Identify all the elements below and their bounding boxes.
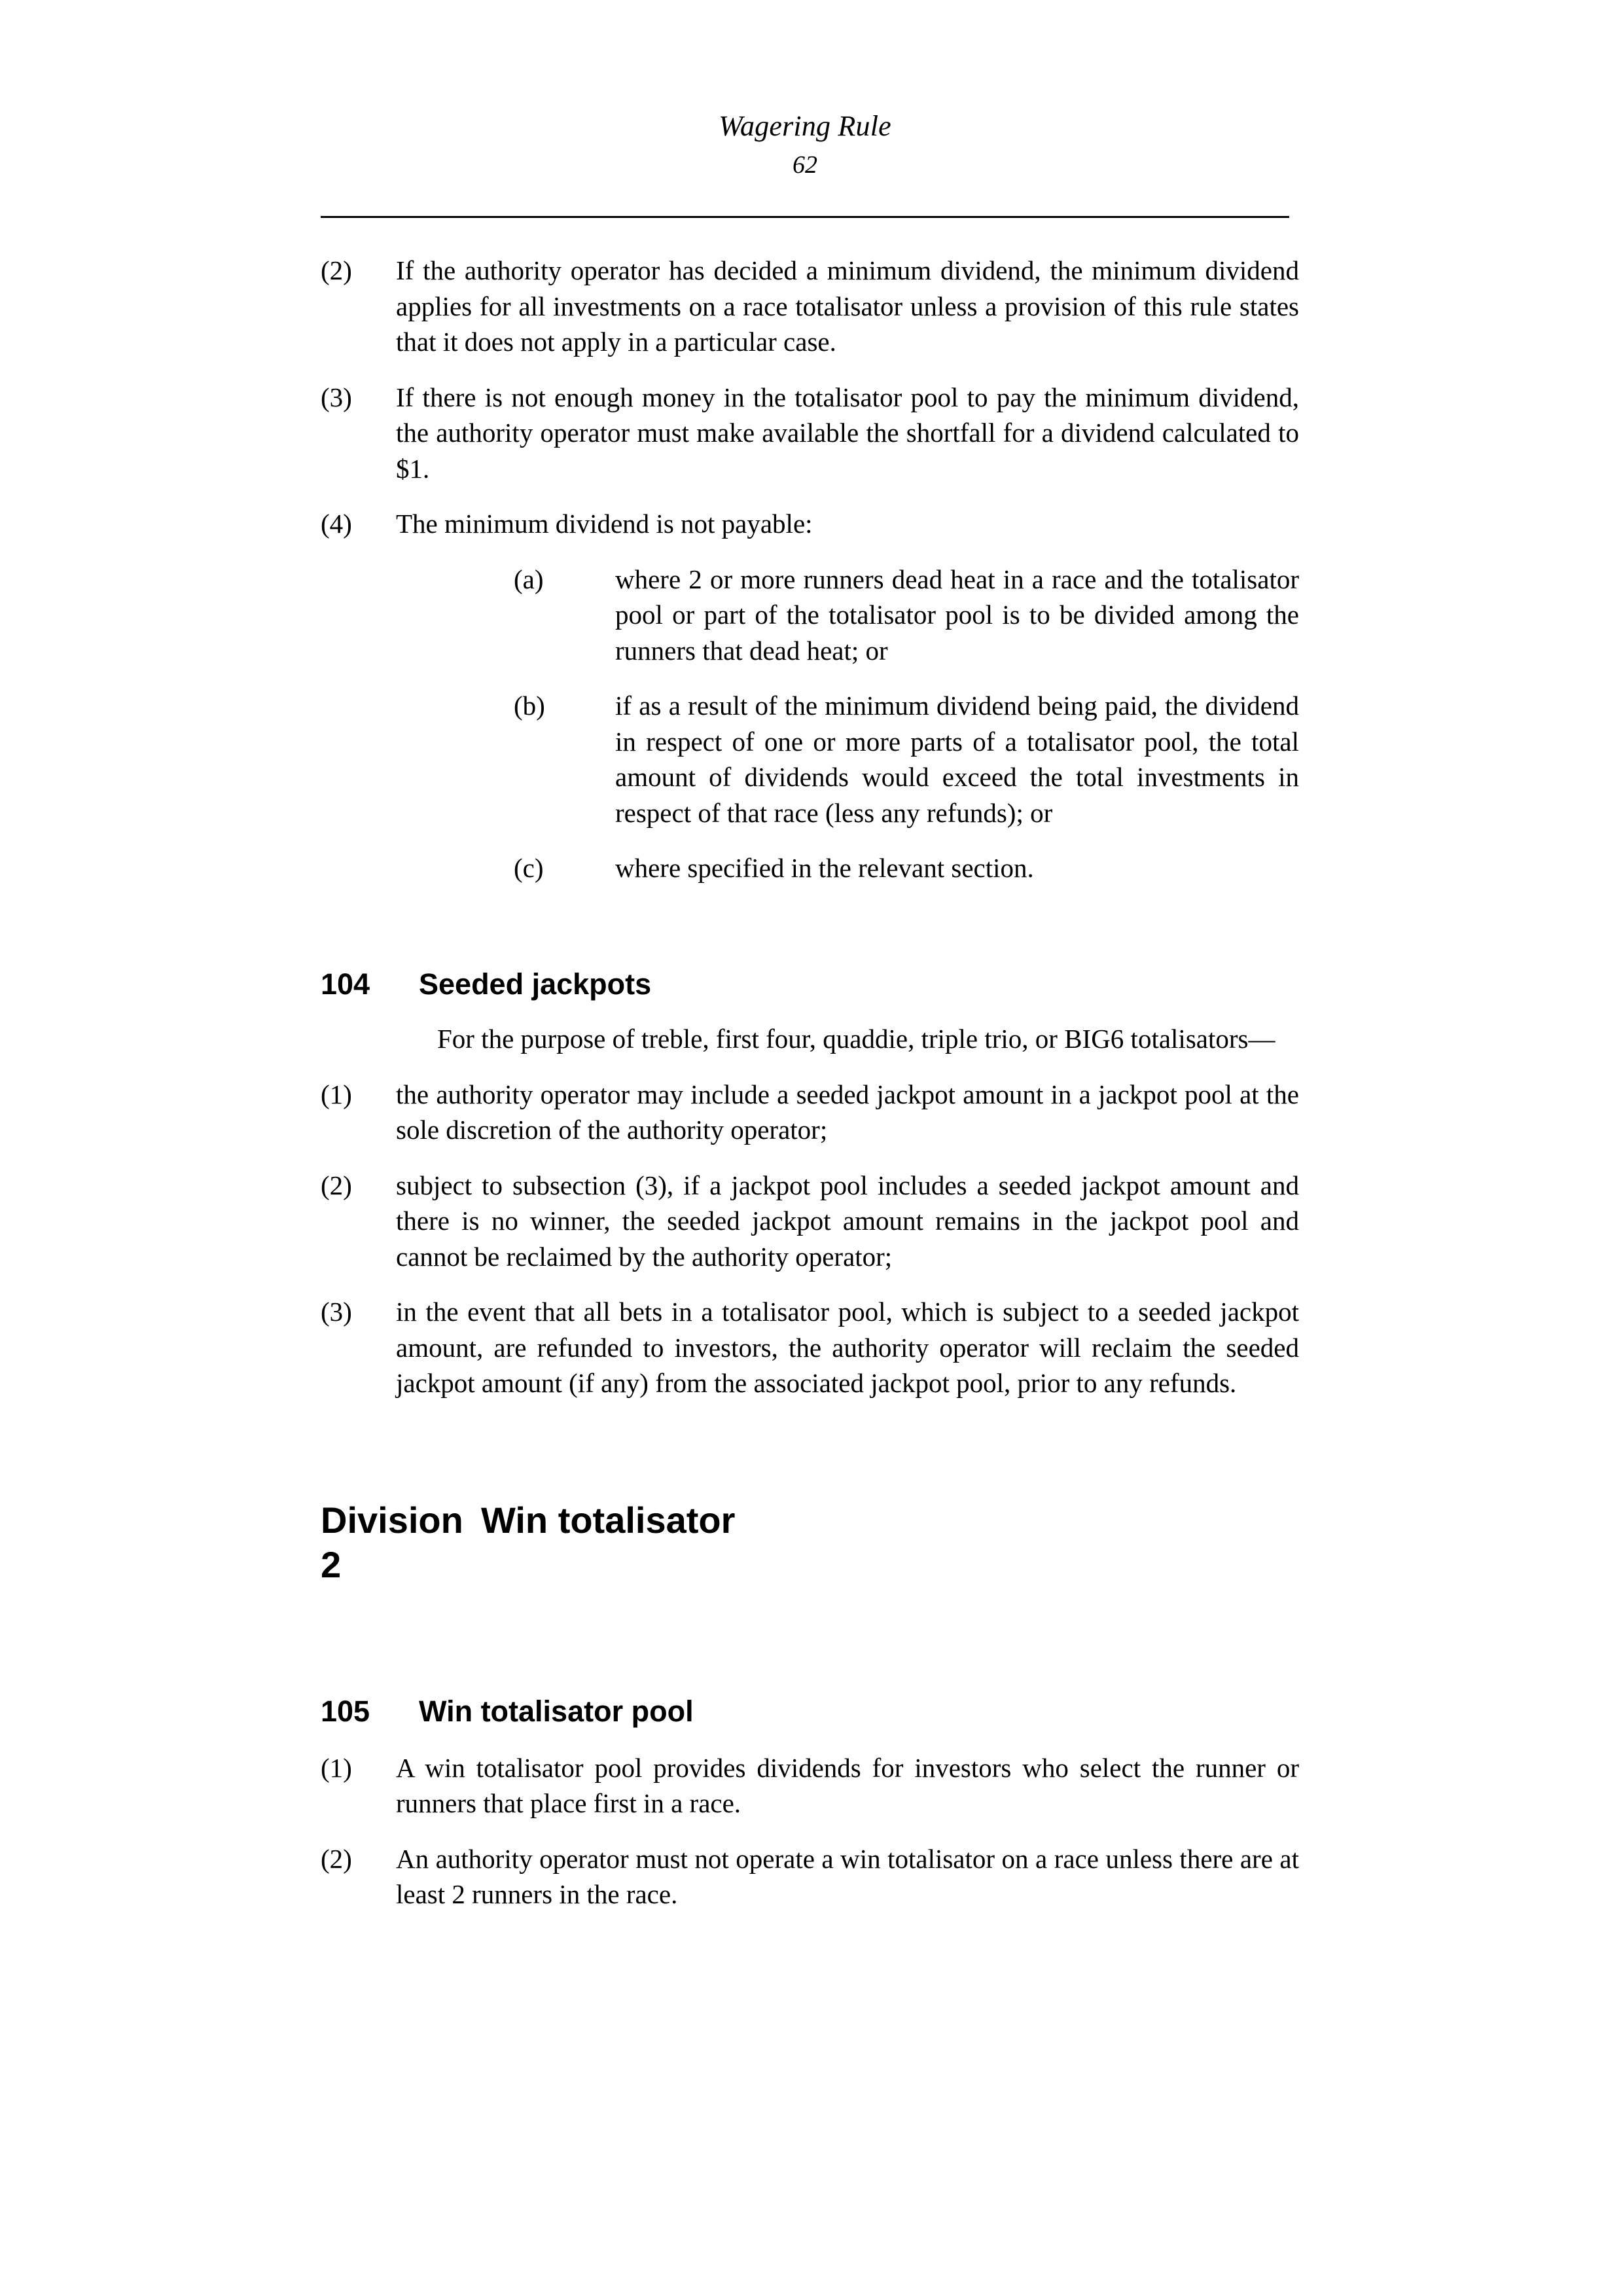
paragraph-text: where 2 or more runners dead heat in a race and the totalisator pool or part of the totalisator pool is to be divided among the runners that dead heat; or (615, 564, 1299, 666)
clause-text: The minimum dividend is not payable: (396, 509, 813, 539)
clause-text: A win totalisator pool provides dividends for investors who select the runner or runners that place first in a race. (396, 1752, 1299, 1819)
paragraph-item (321, 562, 1299, 669)
section-heading-105 (321, 1693, 1299, 1730)
clause-item (321, 1168, 1299, 1275)
running-header (321, 108, 1289, 183)
paragraph-item (321, 850, 1299, 886)
spacer (321, 1421, 1299, 1498)
clause-item (321, 253, 1299, 360)
clause-marker: (1) (321, 1752, 352, 1783)
division-heading (321, 1498, 1299, 1588)
paragraph-text: if as a result of the minimum dividend being paid, the dividend in respect of one or more parts of a totalisator pool, the total amount of dividends would exceed the total investments in respect of that race (less any refunds); or (615, 691, 1299, 828)
section-title: Seeded jackpots (419, 967, 652, 1001)
section-heading-104 (321, 966, 1299, 1003)
spacer (321, 1731, 1299, 1750)
clause-marker: (3) (321, 382, 352, 412)
clause-marker: (2) (321, 1843, 352, 1874)
page-number: 62 (793, 151, 817, 179)
section-number: 105 (321, 1695, 370, 1729)
clause-marker: (1) (321, 1079, 352, 1109)
clause-text: An authority operator must not operate a win totalisator on a race unless there are at least 2 runners in the race. (396, 1843, 1299, 1910)
clause-item (321, 1294, 1299, 1401)
spacer (321, 906, 1299, 966)
paragraph-item (321, 688, 1299, 831)
paragraph-marker: (b) (514, 691, 545, 721)
spacer (321, 1587, 1299, 1693)
clause-marker: (3) (321, 1297, 352, 1327)
clause-item (321, 506, 1299, 542)
paragraph-marker: (c) (514, 853, 544, 884)
clause-item (321, 1750, 1299, 1821)
document-title: Wagering Rule (719, 110, 891, 142)
clause-text: subject to subsection (3), if a jackpot pool includes a seeded jackpot amount and there is no winner, the seeded jackpot amount remains in the jackpot pool and cannot be reclaimed by the authority operator; (396, 1170, 1299, 1272)
paragraph-marker: (a) (514, 564, 544, 594)
division-number: Division 2 (321, 1499, 463, 1585)
clause-marker: (2) (321, 255, 352, 285)
section-title: Win totalisator pool (419, 1695, 694, 1729)
spacer (321, 1003, 1299, 1021)
clause-item (321, 1841, 1299, 1912)
clause-item (321, 380, 1299, 487)
clause-marker: (2) (321, 1170, 352, 1200)
clause-text: the authority operator may include a seeded jackpot amount in a jackpot pool at the sole discretion of the authority operator; (396, 1079, 1299, 1145)
clause-text: If there is not enough money in the totalisator pool to pay the minimum dividend, the authority operator must make available the shortfall for a dividend calculated to $1. (396, 382, 1299, 484)
clause-item (321, 1077, 1299, 1148)
body-column (321, 253, 1299, 1932)
clause-marker: (4) (321, 509, 352, 539)
section-leadin-text: For the purpose of treble, first four, quaddie, triple trio, or BIG6 totalisators— (437, 1023, 1275, 1054)
clause-text: If the authority operator has decided a minimum dividend, the minimum dividend applies for all investments on a race totalisator unless a provision of this rule states that it does not apply in a particular case. (396, 255, 1299, 357)
section-number: 104 (321, 967, 370, 1001)
division-title: Win totalisator (481, 1499, 736, 1541)
header-divider-rule (321, 216, 1289, 218)
paragraph-text: where specified in the relevant section. (615, 853, 1034, 884)
clause-text: in the event that all bets in a totalisator pool, which is subject to a seeded jackpot amount, are refunded to investors, the authority operator will reclaim the seeded jackpot amount (if any) from the associated jackpot pool, prior to any refunds. (396, 1297, 1299, 1399)
